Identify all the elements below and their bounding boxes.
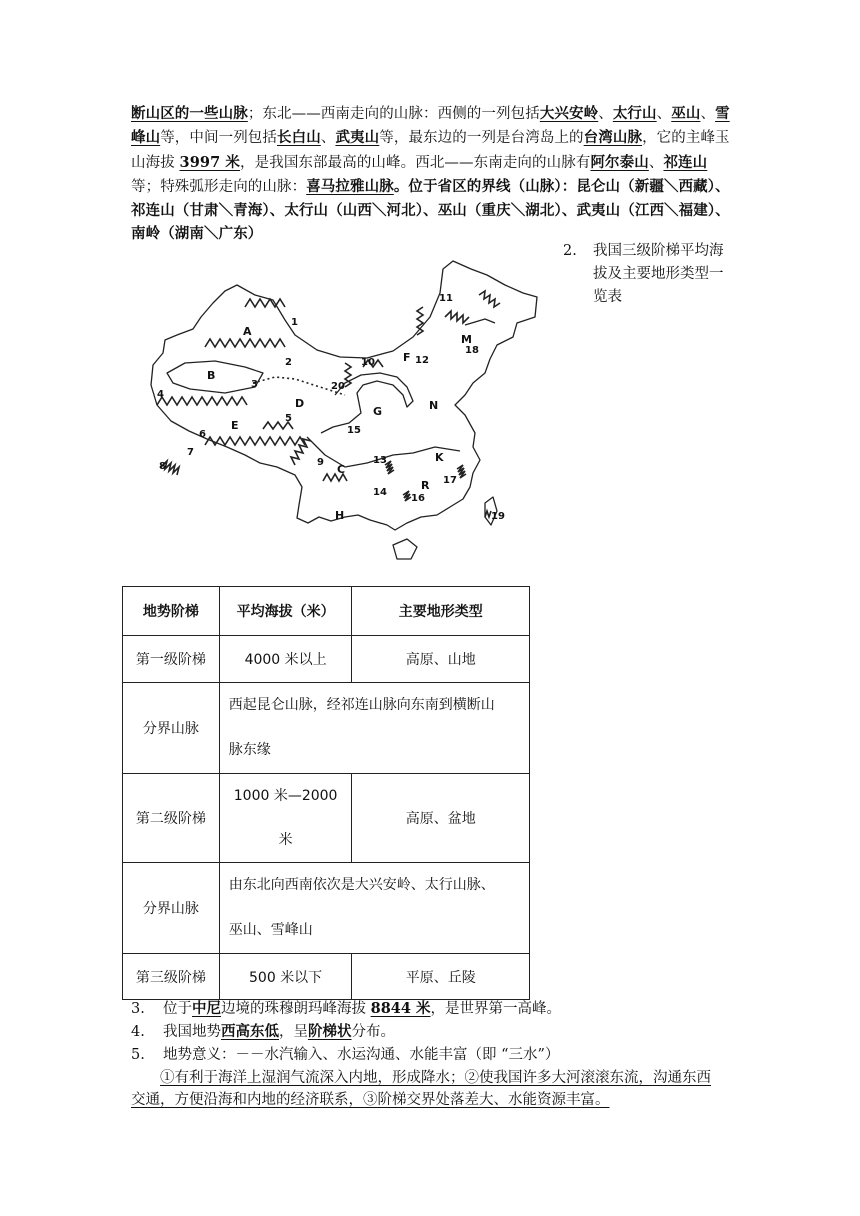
text: ，是我国东部最高的山峰。西北——东南走向的山脉有	[240, 154, 591, 171]
bold-underlined-text: 8844 米	[370, 1000, 431, 1017]
column-header: 地势阶梯	[123, 587, 220, 636]
bold-underlined-text: 太行山	[612, 105, 657, 122]
cell-line: 巫山、雪峰山	[228, 922, 313, 938]
map-label: 6	[199, 429, 206, 440]
map-label: F	[403, 351, 411, 364]
table-cell: 4000 米以上	[219, 636, 352, 683]
table-header-row	[123, 587, 530, 636]
table-row	[123, 954, 530, 1000]
map-label: 16	[411, 493, 425, 504]
list-number: 3.	[131, 1001, 145, 1017]
list-item-2	[563, 240, 738, 309]
bold-underlined-text: 祁连山	[663, 153, 708, 171]
map-label: R	[421, 479, 430, 492]
map-label: E	[231, 419, 239, 432]
bold-underlined-text: 中尼	[192, 1000, 221, 1017]
table-cell: 分界山脉	[123, 683, 220, 774]
text: 等，中间一列包括	[160, 130, 278, 147]
table-cell	[219, 683, 529, 774]
bold-underlined-text: 断山区的一些山脉	[131, 105, 248, 122]
text: 、	[648, 154, 664, 171]
table-cell	[219, 863, 529, 954]
table-cell: 高原、山地	[352, 636, 530, 683]
list-number: 4.	[131, 1024, 145, 1040]
bold-underlined-text: 喜马拉雅山脉	[306, 178, 394, 196]
map-label: 20	[331, 381, 345, 392]
map-label: 18	[465, 345, 479, 356]
map-label: A	[243, 325, 252, 338]
map-label: 4	[157, 389, 164, 400]
significance-line-2: 交通，方便沿海和内地的经济联系，③阶梯交界处落差大、水能资源丰富。	[131, 1092, 610, 1108]
list-item-3	[131, 998, 561, 1020]
table-cell: 高原、盆地	[352, 774, 530, 863]
heilong-river	[465, 319, 495, 325]
table-cell: 第三级阶梯	[123, 954, 220, 1000]
column-header: 平均海拔（米）	[219, 587, 352, 636]
text: 位于	[163, 1001, 192, 1017]
map-label: G	[373, 405, 383, 418]
table-cell: 分界山脉	[123, 863, 220, 954]
text: 、	[656, 106, 672, 122]
list-item-4	[131, 1021, 395, 1043]
cell-line: 米	[278, 832, 293, 848]
map-label: 14	[373, 487, 387, 498]
table-cell: 第二级阶梯	[123, 774, 220, 863]
map-label: 3	[251, 379, 258, 390]
bold-underlined-text: 阿尔泰山	[590, 153, 649, 171]
text: 等，最东边的一列是台湾岛上的	[379, 130, 584, 147]
bold-underlined-text: 台湾山脉	[583, 129, 643, 147]
significance-line-1: ①有利于海洋上湿润气流深入内地，形成降水；②使我国许多大河滚滚东流，沟通东西	[160, 1070, 711, 1086]
text: 、	[700, 106, 716, 122]
bold-underlined-text: 武夷山	[335, 129, 380, 147]
map-label: 9	[317, 457, 324, 468]
text: ；东北——西南走向的山脉：西侧的一列包括	[247, 106, 540, 122]
map-label: 15	[347, 425, 361, 436]
text: ，它的主峰玉山海拔	[131, 130, 730, 171]
table-cell: 第一级阶梯	[123, 636, 220, 683]
table-row	[123, 636, 530, 683]
bold-underlined-text: 西高东低	[221, 1023, 279, 1040]
bold-text: 。位于省区的界线（山脉）：昆仑山（新疆＼西藏）、祁连山（甘肃＼青海）、太行山（山西＼河北）、巫山（重庆＼湖北）、武夷山（江西＼福建）、南岭（湖南＼广东）	[131, 179, 730, 243]
bold-underlined-text: 雪峰山	[131, 105, 730, 147]
map-label: 19	[491, 511, 505, 522]
map-label: M	[461, 333, 472, 346]
table-cell: 平原、丘陵	[352, 954, 530, 1000]
map-label: H	[335, 509, 345, 522]
map-label: 13	[373, 455, 387, 466]
map-label: 5	[285, 413, 292, 424]
text: 分布。	[351, 1024, 395, 1040]
list-item-5	[131, 1044, 559, 1066]
cell-line: 由东北向西南依次是大兴安岭、太行山脉、	[228, 877, 495, 893]
map-label: 7	[187, 447, 194, 458]
bold-underlined-text: 3997 米	[179, 153, 241, 171]
table-row	[123, 863, 530, 954]
cell-line: 西起昆仑山脉，经祁连山脉向东南到横断山	[228, 697, 495, 713]
bold-underlined-text: 长白山	[277, 129, 321, 147]
map-label: 11	[439, 293, 453, 304]
china-outline	[151, 261, 537, 530]
text: 、	[598, 106, 613, 122]
map-label: B	[207, 369, 216, 382]
table-cell	[219, 774, 352, 863]
map-label: 17	[443, 475, 457, 486]
cell-line: 脉东缘	[228, 742, 271, 758]
hainan-island	[393, 539, 417, 559]
text: ，是世界第一高峰。	[430, 1001, 562, 1017]
map-label: C	[337, 463, 346, 476]
text: 我国地势	[163, 1024, 221, 1040]
map-label: 8	[159, 461, 166, 472]
text: 等；特殊弧形走向的山脉：	[131, 179, 307, 196]
text: ，呈	[279, 1024, 308, 1040]
column-header: 主要地形类型	[352, 587, 530, 636]
map-labels	[157, 293, 505, 522]
cell-line: 1000 米—2000	[233, 788, 338, 804]
list-number: 2.	[563, 243, 577, 259]
map-label: 10	[361, 357, 375, 368]
china-terrain-map	[145, 255, 545, 575]
text: 、	[320, 130, 336, 147]
bold-underlined-text: 大兴安岭	[539, 105, 599, 122]
text: 地势意义：－－水汽输入、水运沟通、水能丰富（即 “三水”）	[163, 1047, 560, 1063]
list-text: 我国三级阶梯平均海拔及主要地形类型一览表	[593, 243, 724, 305]
terrain-steps-table	[122, 586, 530, 1000]
map-label: 1	[291, 317, 298, 328]
map-label: K	[435, 451, 444, 464]
table-cell: 500 米以下	[219, 954, 352, 1000]
list-number: 5.	[131, 1047, 145, 1063]
table-row	[123, 683, 530, 774]
bold-underlined-text: 巫山	[671, 105, 701, 122]
text: 边境的珠穆朗玛峰海拔	[221, 1001, 371, 1017]
map-label: 2	[285, 357, 292, 368]
map-label: 12	[415, 355, 429, 366]
map-label: N	[429, 399, 439, 412]
mountain-paragraph	[131, 102, 733, 246]
map-label: D	[295, 397, 305, 410]
bold-underlined-text: 阶梯状	[308, 1023, 352, 1040]
table-row	[123, 774, 530, 863]
